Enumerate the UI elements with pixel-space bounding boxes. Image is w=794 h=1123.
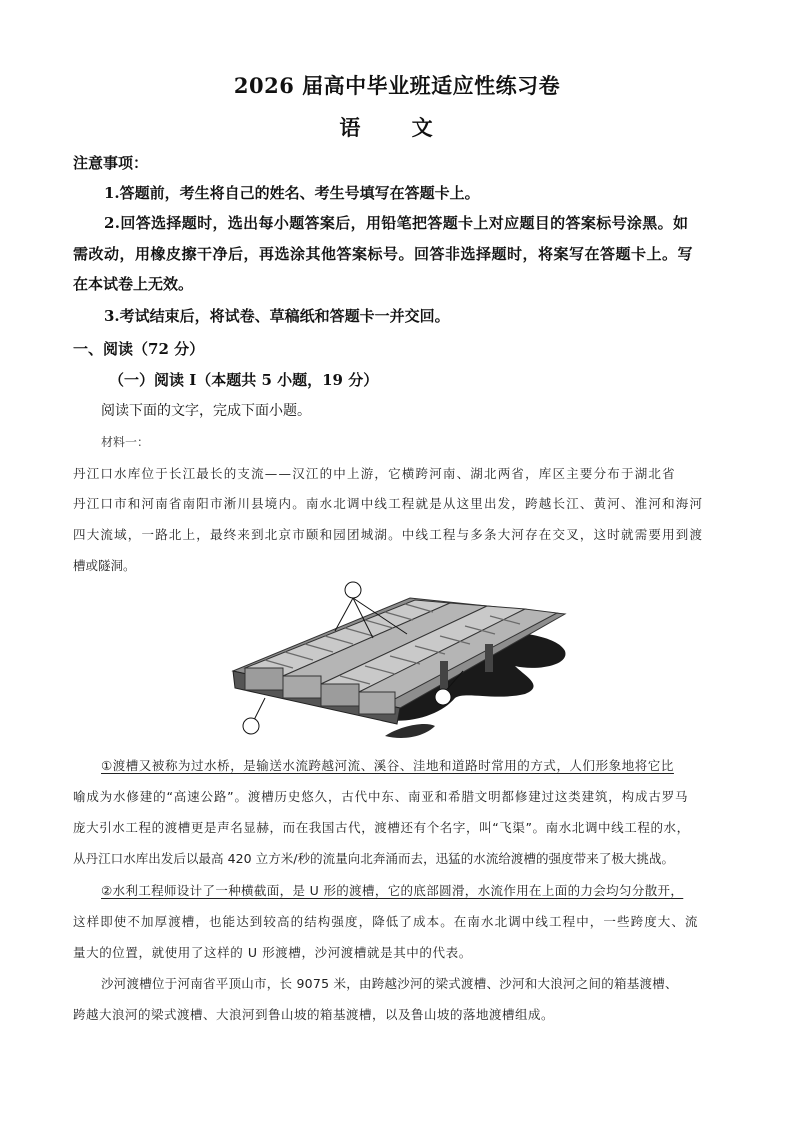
passage-line: 四大流域，一路北上，最终来到北京市颐和园团城湖。中线工程与多条大河存在交叉，这时就需要用到渡 <box>73 527 704 542</box>
aqueduct-figure <box>225 576 570 741</box>
passage-line: 庞大引水工程的渡槽更是声名显赫，而在我国古代，渡槽还有个名字，叫“飞渠”。南水北调中线工程的水， <box>73 820 690 835</box>
passage-line: 丹江口市和河南省南阳市淅川县境内。南水北调中线工程就是从这里出发，跨越长江、黄河、淮河和海河 <box>73 496 704 511</box>
section-heading: 一、阅读（72 分） <box>73 340 205 358</box>
passage-line: ①渡槽又被称为过水桥，是输送水流跨越河流、溪谷、洼地和道路时常用的方式，人们形象地将它比 <box>101 758 674 773</box>
notice-heading: 注意事项： <box>73 154 149 172</box>
passage-line: 沙河渡槽位于河南省平顶山市，长 9075 米，由跨越沙河的梁式渡槽、沙河和大浪河之间的箱基渡槽、 <box>101 976 678 991</box>
passage-line: 从丹江口水库出发后以最高 420 立方米/秒的流量向北奔涌而去，迅猛的水流给渡槽的强度带来了极大挑战。 <box>73 851 675 866</box>
notice-item-2-line-3: 在本试卷上无效。 <box>73 275 194 293</box>
passage-line: 槽或隧洞。 <box>73 558 136 573</box>
exam-title: 2026 届高中毕业班适应性练习卷 <box>233 73 561 98</box>
reading-instruction: 阅读下面的文字，完成下面小题。 <box>101 403 311 419</box>
notice-item-3: 3.考试结束后，将试卷、草稿纸和答题卡一并交回。 <box>104 307 450 325</box>
notice-item-1: 1.答题前，考生将自己的姓名、考生号填写在答题卡上。 <box>104 184 480 202</box>
notice-item-2-line-1: 2.回答选择题时，选出每小题答案后，用铅笔把答题卡上对应题目的答案标号涂黑。如 <box>104 214 689 232</box>
passage-line: 量大的位置，就使用了这样的 U 形渡槽，沙河渡槽就是其中的代表。 <box>73 945 472 960</box>
passage-line: 喻成为水修建的“高速公路”。渡槽历史悠久，古代中东、南亚和希腊文明都修建过这类建筑，构成古罗马 <box>73 789 689 804</box>
passage-line: 丹江口水库位于长江最长的支流——汉江的中上游，它横跨河南、湖北两省，库区主要分布于湖北省 <box>73 466 676 481</box>
sub-section-heading: （一）阅读 I（本题共 5 小题，19 分） <box>109 371 379 389</box>
subject-title: 语 文 <box>339 115 455 140</box>
material-label: 材料一： <box>101 435 150 449</box>
passage-line: 这样即使不加厚渡槽，也能达到较高的结构强度，降低了成本。在南水北调中线工程中，一些跨度大、流 <box>73 914 699 929</box>
notice-item-2-line-2: 需改动，用橡皮擦干净后，再选涂其他答案标号。回答非选择题时，将案写在答题卡上。写 <box>73 245 694 263</box>
passage-line: ②水利工程师设计了一种横截面，是 U 形的渡槽，它的底部圆滑，水流作用在上面的力会均匀分散开， <box>101 883 684 898</box>
passage-line: 跨越大浪河的梁式渡槽、大浪河到鲁山坡的箱基渡槽，以及鲁山坡的落地渡槽组成。 <box>73 1007 555 1022</box>
